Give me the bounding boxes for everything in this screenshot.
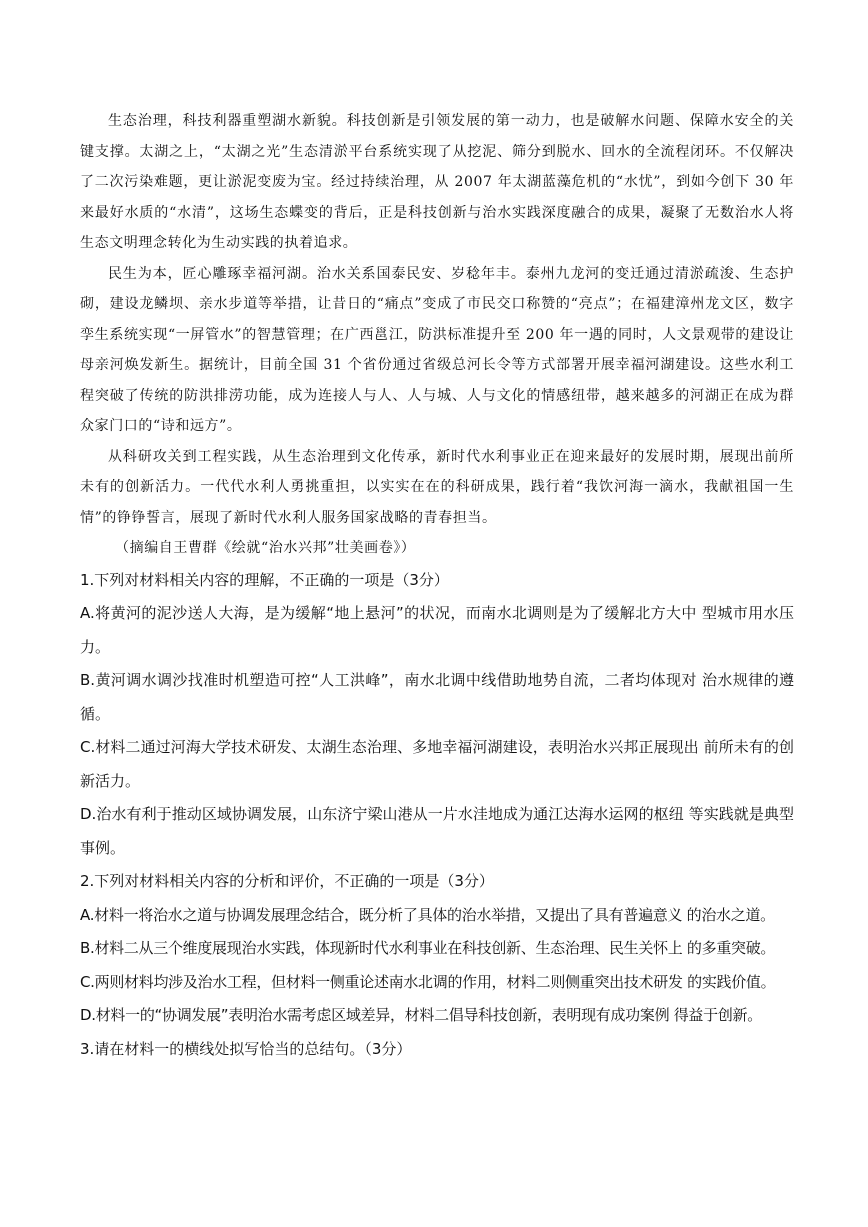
option-d: D.治水有利于推动区域协调发展，山东济宁梁山港从一片水洼地成为通江达海水运网的枢纽 等实践就是典型事例。 — [80, 805, 794, 857]
passage-source: （摘编自王曹群《绘就“治水兴邦”壮美画卷》） — [115, 540, 416, 556]
question-title: 3.请在材料一的横线处拟写恰当的总结句。（3分） — [80, 1039, 412, 1058]
question-title: 2.下列对材料相关内容的分析和评价，不正确的一项是（3分） — [80, 872, 494, 890]
question-title: 1.下列对材料相关内容的理解，不正确的一项是（3分） — [80, 570, 449, 589]
question-3 — [80, 1033, 794, 1067]
option-a: A.将黄河的泥沙送人大海，是为缓解“地上悬河”的状况，而南水北调则是为了缓解北方大中 型城市用水压力。 — [80, 604, 794, 656]
option-c: C.两则材料均涉及治水工程，但材料一侧重论述南水北调的作用，材料二则侧重突出技术研发 的实践价值。 — [80, 972, 776, 991]
option-b: B.材料二从三个维度展现治水实践，体现新时代水利事业在科技创新、生态治理、民生关怀上 的多重突破。 — [80, 939, 776, 957]
question-2 — [80, 865, 794, 1033]
passage-paragraph: 从科研攻关到工程实践，从生态治理到文化传承，新时代水利事业正在迎来最好的发展时期，展现出前所未有的创新活力。一代代水利人勇挑重担，以实实在在的科研成果，践行着“我饮河海一滴水，我献祖国一生情”的铮铮誓言，展现了新时代水利人服务国家战略的青春担当。 — [80, 448, 794, 526]
option-d: D.材料一的“协调发展”表明治水需考虑区域差异，材料二倡导科技创新，表明现有成功案例 得益于创新。 — [80, 1006, 762, 1024]
option-b: B.黄河调水调沙找准时机塑造可控“人工洪峰”，南水北调中线借助地势自流，二者均体现对 治水规律的遵循。 — [80, 671, 794, 723]
document-content — [80, 106, 794, 1066]
option-c: C.材料二通过河海大学技术研发、太湖生态治理、多地幸福河湖建设，表明治水兴邦正展现出 前所未有的创新活力。 — [80, 738, 794, 790]
option-a: A.材料一将治水之道与协调发展理念结合，既分析了具体的治水举措，又提出了具有普遍意义 的治水之道。 — [80, 905, 775, 924]
passage-paragraph: 生态治理，科技利器重塑湖水新貌。科技创新是引领发展的第一动力，也是破解水问题、保障水安全的关键支撑。太湖之上，“太湖之光”生态清淤平台系统实现了从挖泥、筛分到脱水、回水的全流程闭环。不仅解决了二次污染难题，更让淤泥变废为宝。经过持续治理，从 2007 年太湖蓝藻危机的“水忧”，到如今创下 30 年来最好水质的“水清”，这场生态蝶变的背后，正是科技创新与治水实践深度融合的成果，凝聚了无数治水人将生态文明理念转化为生动实践的执着追求。 — [80, 113, 794, 251]
passage-paragraph: 民生为本，匠心雕琢幸福河湖。治水关系国泰民安、岁稔年丰。泰州九龙河的变迁通过清淤疏浚、生态护砌，建设龙鳞坝、亲水步道等举措，让昔日的“痛点”变成了市民交口称赞的“亮点”；在福建漳州龙文区，数字孪生系统实现“一屏管水”的智慧管理；在广西邕江，防洪标准提升至 200 年一遇的同时，人文景观带的建设让母亲河焕发新生。据统计，目前全国 31 个省份通过省级总河长令等方式部署开展幸福河湖建设。这些水利工程突破了传统的防洪排涝功能，成为连接人与人、人与城、人与文化的情感纽带，越来越多的河湖正在成为群众家门口的“诗和远方”。 — [80, 265, 794, 434]
question-1 — [80, 564, 794, 866]
